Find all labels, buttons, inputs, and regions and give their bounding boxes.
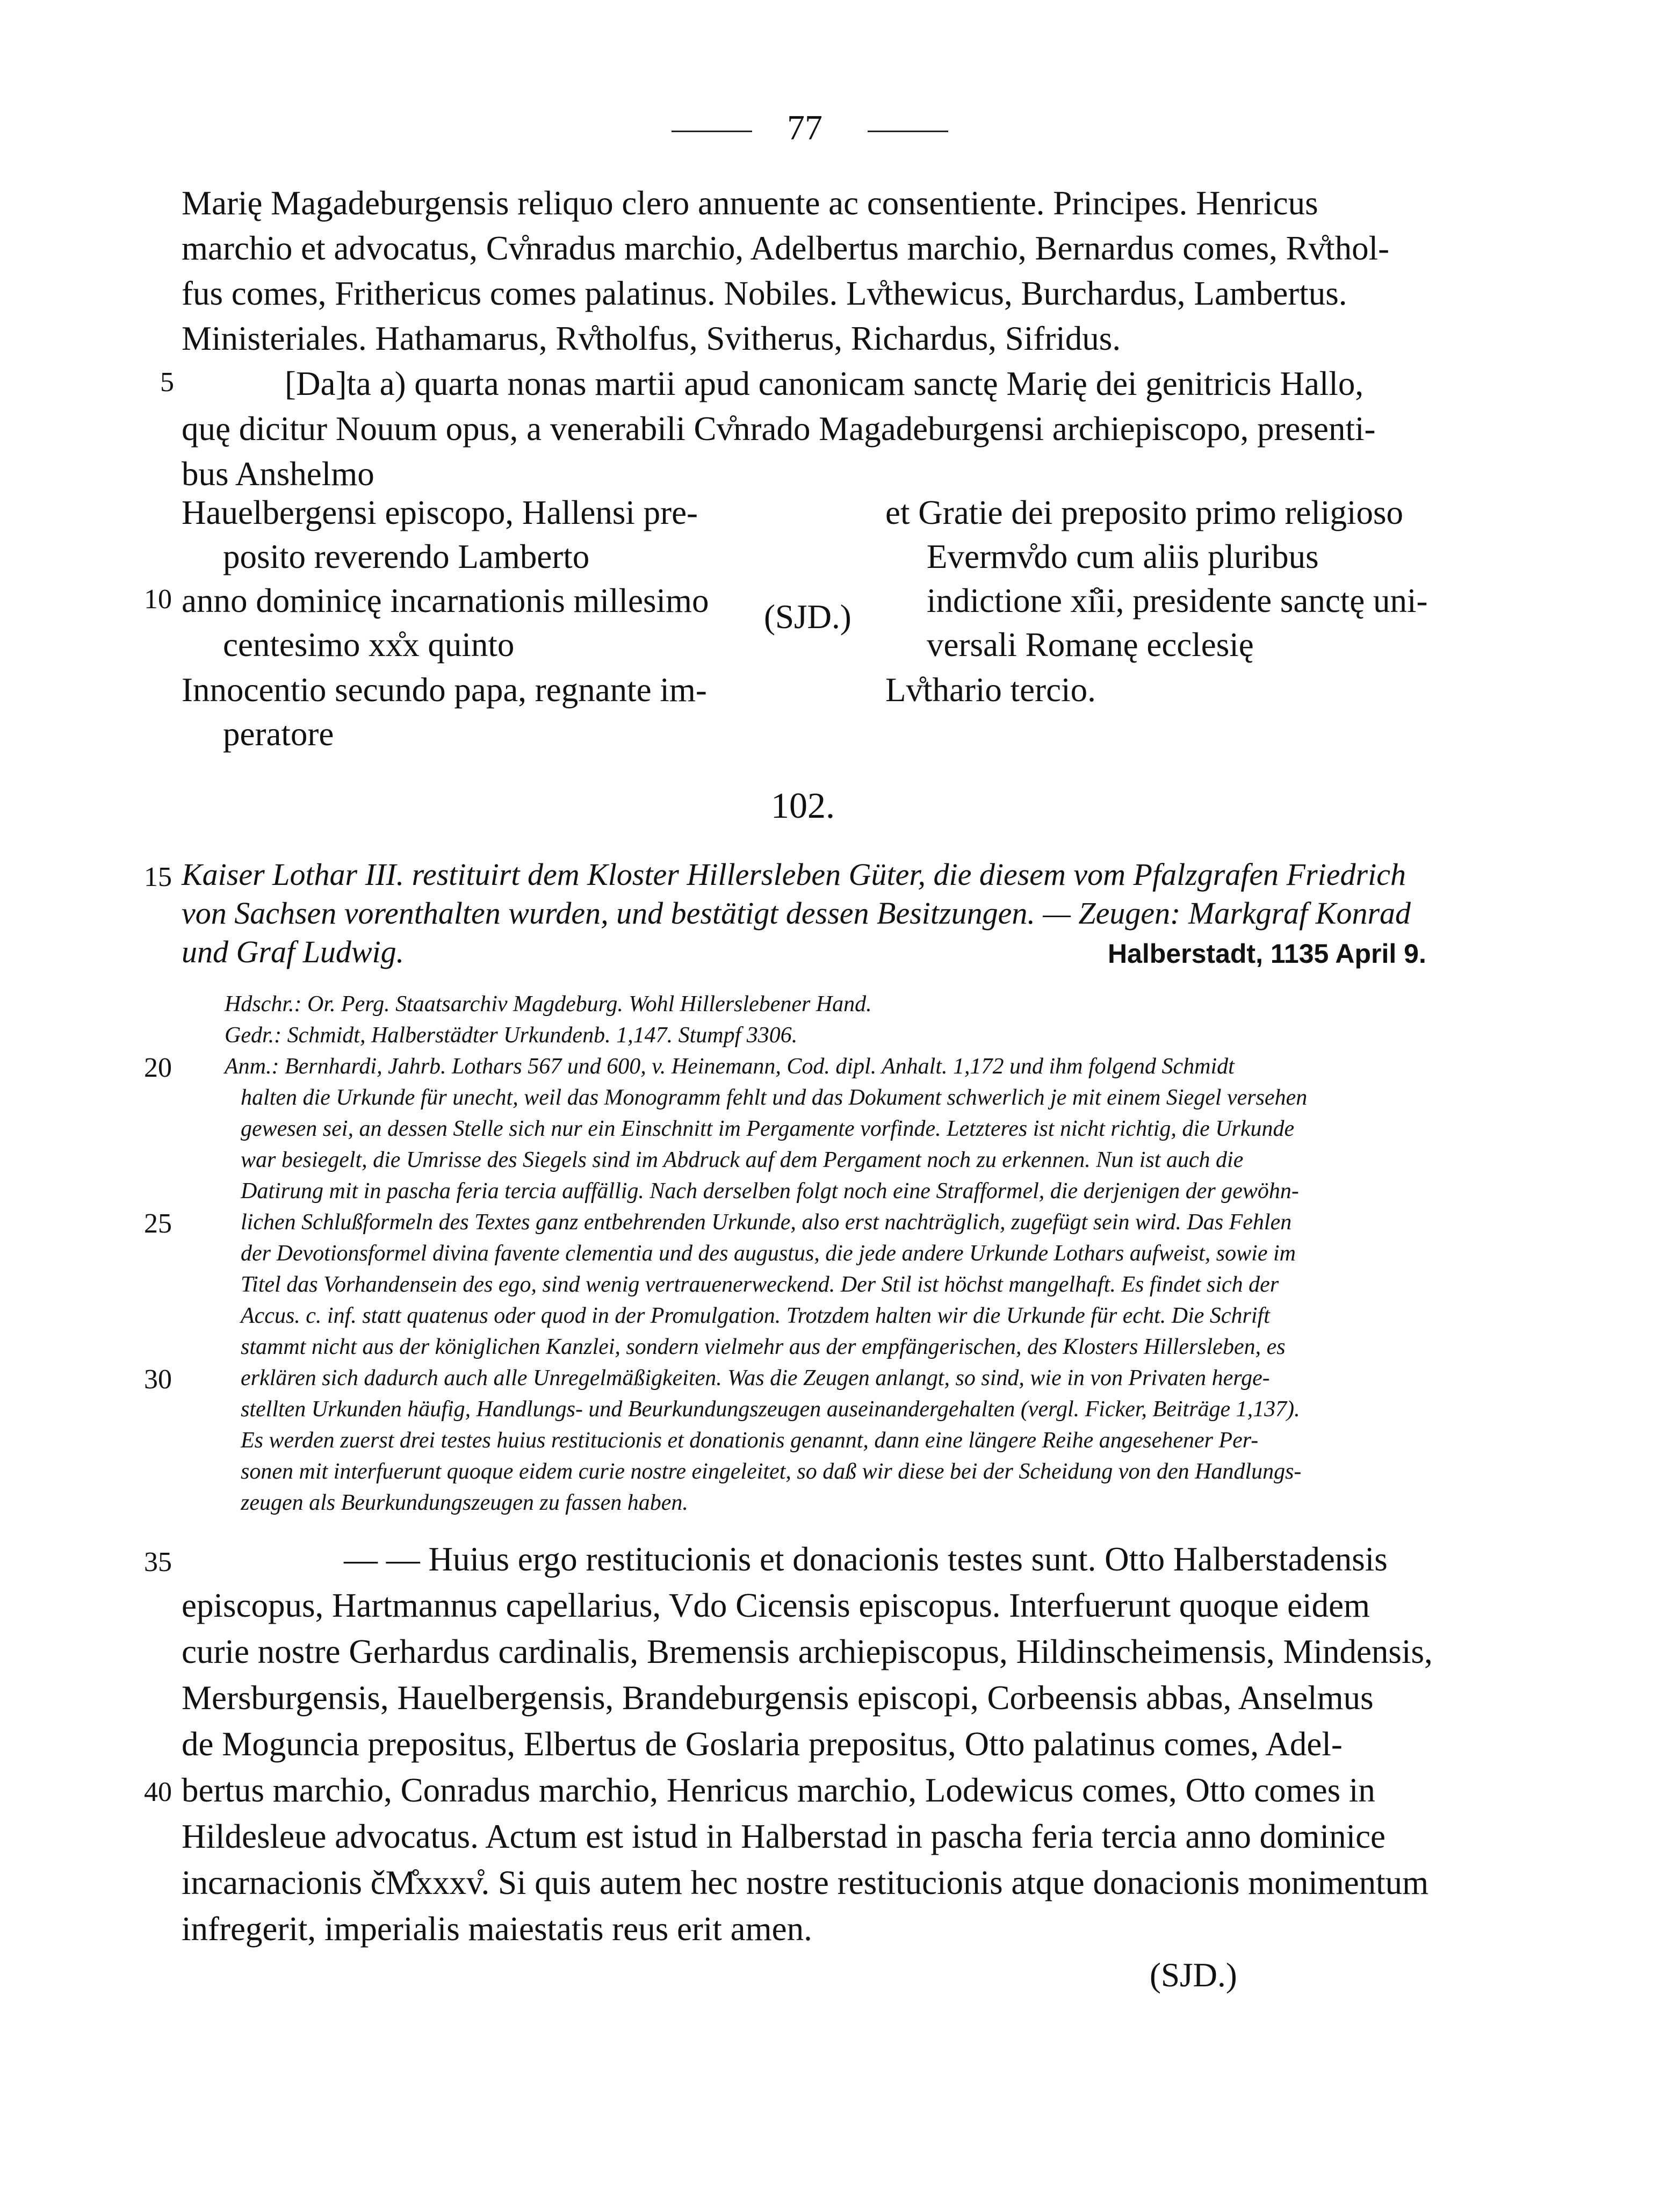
main-text-line: Mersburgensis, Hauelbergensis, Brandeburgensis episcopi, Corbeensis abbas, Anselmus	[182, 1679, 1374, 1717]
line-number: 10	[144, 584, 172, 615]
note-line: Titel das Vorhandensein des ego, sind wenig vertrauenerweckend. Der Stil ist höchst mangelhaft. Es findet sich der	[241, 1272, 1279, 1297]
note-line: der Devotionsformel divina favente clementia und des augustus, die jede andere Urkunde Lothars aufweist, sowie im	[241, 1241, 1296, 1266]
left-col-line: centesimo xx̊x quinto	[223, 626, 515, 664]
main-text-line: bertus marchio, Conradus marchio, Henricus marchio, Lodewicus comes, Otto comes in	[182, 1771, 1375, 1809]
note-line: zeugen als Beurkundungszeugen zu fassen haben.	[241, 1490, 688, 1515]
right-col-line: versali Romanę ecclesię	[927, 626, 1254, 664]
body-line: quę dicitur Nouum opus, a venerabili Cv̊nrado Magadeburgensi archiepiscopo, presenti-	[182, 410, 1376, 448]
line-number: 35	[144, 1547, 172, 1577]
regest-line: von Sachsen vorenthalten wurden, und bestätigt dessen Besitzungen. — Zeugen: Markgraf Konrad	[182, 896, 1411, 931]
body-line: fus comes, Frithericus comes palatinus. Nobiles. Lv̊thewicus, Burchardus, Lambertus.	[182, 275, 1347, 312]
right-col-line: Lv̊thario tercio.	[885, 671, 1096, 709]
note-line: Gedr.: Schmidt, Halberstädter Urkundenb. 1,147. Stumpf 3306.	[225, 1023, 798, 1048]
sjd-mark-end: (SJD.)	[1150, 1956, 1237, 1994]
note-line: stammt nicht aus der königlichen Kanzlei, sondern vielmehr aus der empfängerischen, des Klosters Hillersleben, es	[241, 1335, 1286, 1359]
line-number: 30	[144, 1364, 172, 1395]
right-col-line: Evermv̊do cum aliis pluribus	[927, 538, 1319, 575]
note-line: Anm.: Bernhardi, Jahrb. Lothars 567 und 600, v. Heinemann, Cod. dipl. Anhalt. 1,172 und ihm folgend Schmidt	[225, 1054, 1235, 1079]
header-rule-left	[672, 131, 752, 132]
left-col-line: posito reverendo Lamberto	[223, 538, 590, 575]
left-col-line: peratore	[223, 715, 334, 753]
note-line: stellten Urkunden häufig, Handlungs- und Beurkundungszeugen auseinandergehalten (vergl. Ficker, Beiträge 1,137).	[241, 1397, 1300, 1422]
note-line: halten die Urkunde für unecht, weil das Monogramm fehlt und das Dokument schwerlich je mit einem Siegel versehen	[241, 1085, 1308, 1110]
main-text-line: curie nostre Gerhardus cardinalis, Bremensis archiepiscopus, Hildinscheimensis, Mindensis,	[182, 1633, 1433, 1670]
main-text-line: de Moguncia prepositus, Elbertus de Goslaria prepositus, Otto palatinus comes, Adel-	[182, 1725, 1343, 1763]
right-col-line: et Gratie dei preposito primo religioso	[885, 494, 1404, 531]
note-line: sonen mit interfuerunt quoque eidem curie nostre eingeleitet, so daß wir diese bei der Scheidung von den Handlungs-	[241, 1459, 1302, 1484]
note-line: war besiegelt, die Umrisse des Siegels sind im Abdruck auf dem Pergament noch zu erkennen. Nun ist auch die	[241, 1148, 1244, 1172]
main-text-line: episcopus, Hartmannus capellarius, Vdo Cicensis episcopus. Interfuerunt quoque eidem	[182, 1587, 1370, 1624]
regest-line: Kaiser Lothar III. restituirt dem Kloster Hillersleben Güter, die diesem vom Pfalzgrafen Friedrich	[182, 857, 1406, 892]
sjd-mark: (SJD.)	[764, 598, 851, 636]
body-line: Marię Magadeburgensis reliquo clero annuente ac consentiente. Principes. Henricus	[182, 184, 1318, 222]
line-number: 20	[144, 1053, 172, 1083]
line-number: 25	[144, 1208, 172, 1239]
main-text-line: incarnacionis čM̊xxxv̊. Si quis autem hec nostre restitucionis atque donacionis monimentum	[182, 1864, 1429, 1901]
note-line: Accus. c. inf. statt quatenus oder quod in der Promulgation. Trotzdem halten wir die Urkunde für echt. Die Schrift	[241, 1303, 1270, 1328]
body-line: Ministeriales. Hathamarus, Rv̊tholfus, Svitherus, Richardus, Sifridus.	[182, 320, 1121, 357]
main-text-line: infregerit, imperialis maiestatis reus erit amen.	[182, 1910, 812, 1948]
note-line: Hdschr.: Or. Perg. Staatsarchiv Magdeburg. Wohl Hillerslebener Hand.	[225, 992, 872, 1017]
left-col-line: Innocentio secundo papa, regnante im-	[182, 671, 707, 709]
header-rule-right	[868, 131, 948, 132]
note-line: lichen Schlußformeln des Textes ganz entbehrenden Urkunde, also erst nachträglich, zugefügt sein wird. Das Fehlen	[241, 1210, 1292, 1235]
line-number: 5	[160, 367, 174, 398]
date-place: Halberstadt, 1135 April 9.	[1108, 939, 1426, 969]
body-line: bus Anshelmo	[182, 455, 374, 493]
line-number: 15	[144, 862, 172, 892]
page-number: 77	[787, 108, 822, 147]
left-col-line: Hauelbergensi episcopo, Hallensi pre-	[182, 494, 698, 531]
main-text-line: Hildesleue advocatus. Actum est istud in Halberstad in pascha feria tercia anno dominice	[182, 1818, 1386, 1855]
body-line: [Da]ta a) quarta nonas martii apud canonicam sanctę Marię dei genitricis Hallo,	[285, 365, 1364, 402]
regest-line: und Graf Ludwig.	[182, 934, 405, 969]
left-col-line: anno dominicę incarnationis millesimo	[182, 582, 709, 619]
document-number: 102.	[771, 785, 835, 826]
line-number: 40	[144, 1777, 172, 1807]
main-text-line: — — Huius ergo restitucionis et donacionis testes sunt. Otto Halberstadensis	[344, 1540, 1388, 1578]
note-line: erklären sich dadurch auch alle Unregelmäßigkeiten. Was die Zeugen anlangt, so sind, wie in von Privaten herge-	[241, 1366, 1270, 1390]
note-line: Datirung mit in pascha feria tercia auffällig. Nach derselben folgt noch eine Strafformel, die derjenigen der gewöhn-	[241, 1179, 1299, 1204]
body-line: marchio et advocatus, Cv̊nradus marchio, Adelbertus marchio, Bernardus comes, Rv̊thol-	[182, 229, 1390, 267]
note-line: gewesen sei, an dessen Stelle sich nur ein Einschnitt im Pergamente vorfinde. Letzteres ist nicht richtig, die Urkunde	[241, 1116, 1295, 1141]
note-line: Es werden zuerst drei testes huius restitucionis et donationis genannt, dann eine längere Reihe angesehener Per-	[241, 1428, 1259, 1453]
right-col-line: indictione xi̊ii, presidente sanctę uni-	[927, 582, 1428, 619]
